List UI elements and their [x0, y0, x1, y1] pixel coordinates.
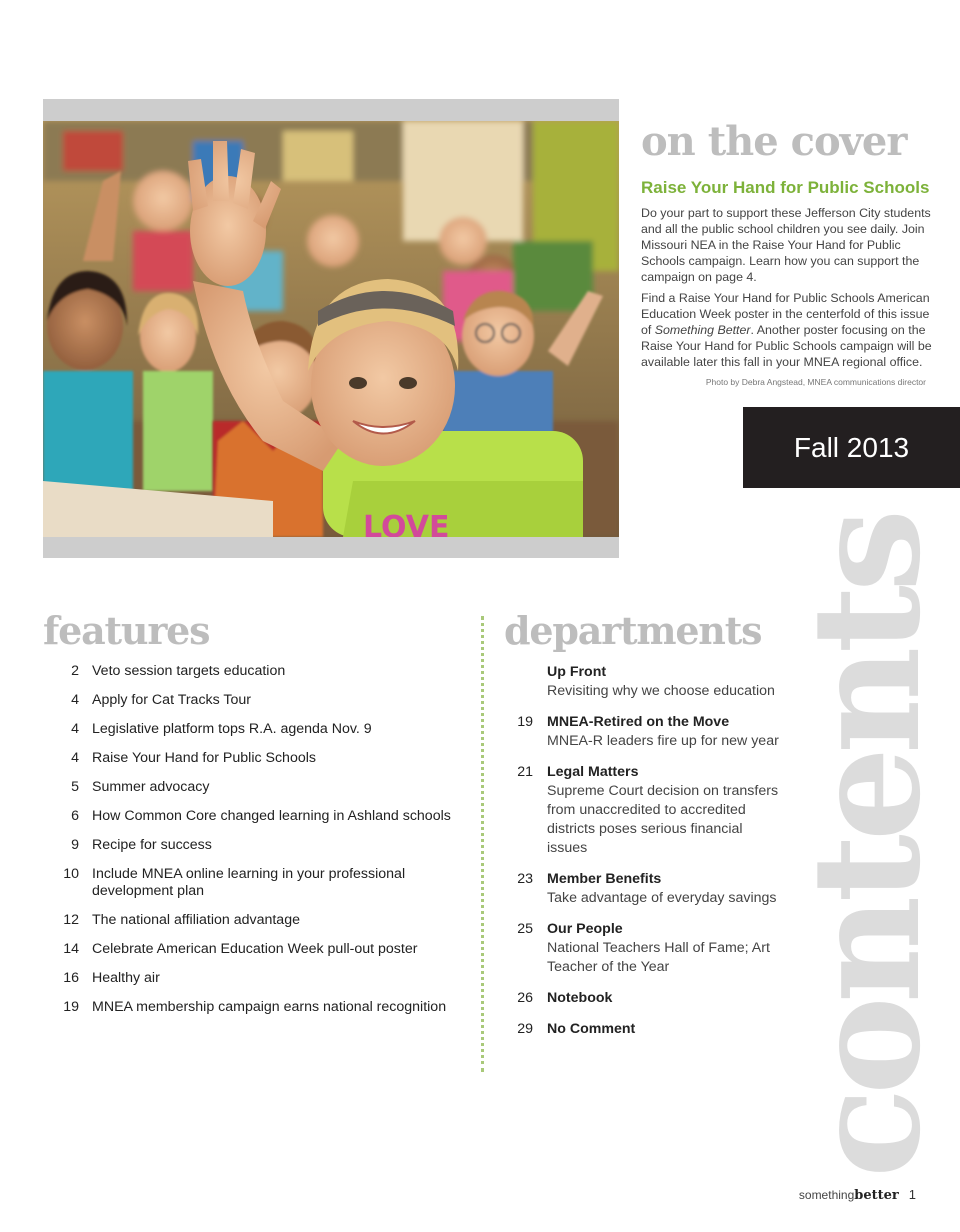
department-item [504, 989, 784, 1008]
features-heading: features [43, 608, 210, 653]
feature-title: Apply for Cat Tracks Tour [92, 692, 252, 708]
issue-date-box [743, 407, 960, 488]
department-description: Revisiting why we choose education [547, 683, 775, 699]
department-body [547, 663, 782, 701]
photo-credit: Photo by Debra Angstead, MNEA communications director [705, 377, 926, 387]
departments-list [504, 663, 784, 1051]
department-page-number: 23 [517, 871, 533, 887]
classroom-photo-illustration [43, 121, 619, 537]
feature-item [55, 779, 475, 796]
feature-page-number: 19 [63, 999, 79, 1015]
department-page-number: 25 [517, 921, 533, 937]
contents-vertical-title: contents [779, 515, 953, 1178]
department-page-number [504, 663, 533, 701]
department-title: Member Benefits [547, 871, 662, 887]
feature-page-number: 16 [63, 970, 79, 986]
feature-item [55, 750, 475, 767]
feature-page-number: 14 [63, 941, 79, 957]
feature-title: Healthy air [92, 970, 160, 986]
department-body [547, 713, 782, 751]
feature-item [55, 866, 475, 900]
department-page-number: 26 [517, 990, 533, 1006]
feature-title: Recipe for success [92, 837, 212, 853]
department-title: Up Front [547, 664, 607, 680]
feature-page-number: 4 [71, 750, 79, 766]
feature-page-number: 2 [71, 663, 79, 679]
department-item [504, 663, 784, 701]
department-body [547, 870, 782, 908]
department-description: National Teachers Hall of Fame; Art Teacher of the Year [547, 940, 770, 975]
issue-date: Fall 2013 [793, 431, 910, 463]
cover-paragraph-2-end: . Another poster focusing on the Raise Your Hand for Public Schools campaign will be available later this fall in your MNEA regional office. [641, 323, 932, 369]
feature-page-number: 5 [71, 779, 79, 795]
department-item [504, 763, 784, 858]
feature-title: Veto session targets education [92, 663, 286, 679]
cover-paragraph-1: Do your part to support these Jefferson City students and all the public school children you see daily. Join Missouri NEA in the Raise Your Hand for Public Schools campaign. Learn how you can support the campaign on page 4. [641, 206, 931, 284]
feature-page-number: 4 [71, 692, 79, 708]
cover-paragraph-2-start: Find a Raise Your Hand for Public Schools American Education Week poster in the centerfold of this issue of [641, 291, 930, 337]
page-number: 1 [908, 1187, 916, 1202]
footer-brand-better: better [854, 1188, 899, 1203]
departments-heading: departments [504, 608, 762, 653]
feature-title: Legislative platform tops R.A. agenda Nov. 9 [92, 721, 372, 737]
department-title: No Comment [547, 1021, 636, 1037]
department-title: Legal Matters [547, 764, 639, 780]
feature-item [55, 692, 475, 709]
feature-page-number: 10 [63, 866, 79, 882]
feature-item [55, 663, 475, 680]
cover-paragraph-2 [641, 290, 933, 370]
on-the-cover-heading: on the cover [641, 118, 907, 165]
feature-title: Include MNEA online learning in your professional development plan [92, 866, 406, 899]
department-title: MNEA-Retired on the Move [547, 714, 730, 730]
feature-title: MNEA membership campaign earns national recognition [92, 999, 447, 1015]
feature-item [55, 912, 475, 929]
feature-title: The national affiliation advantage [92, 912, 300, 928]
column-divider [481, 616, 484, 1072]
svg-text:LOVE: LOVE [363, 510, 450, 537]
department-item [504, 920, 784, 977]
department-page-number: 29 [517, 1021, 533, 1037]
department-item [504, 870, 784, 908]
department-page-number: 19 [517, 714, 533, 730]
department-description: Supreme Court decision on transfers from unaccredited to accredited districts poses serious financial issues [547, 783, 779, 856]
feature-item [55, 721, 475, 738]
page-footer [799, 1187, 916, 1203]
feature-title: Summer advocacy [92, 779, 210, 795]
feature-page-number: 12 [63, 912, 79, 928]
feature-item [55, 837, 475, 854]
feature-item [55, 999, 475, 1016]
feature-item [55, 808, 475, 825]
department-title: Our People [547, 921, 623, 937]
feature-item [55, 941, 475, 958]
department-description: Take advantage of everyday savings [547, 890, 777, 906]
department-page-number: 21 [517, 764, 533, 780]
department-body [547, 1020, 782, 1039]
feature-page-number: 6 [71, 808, 79, 824]
department-description: MNEA-R leaders fire up for new year [547, 733, 779, 749]
department-body [547, 763, 782, 858]
cover-photo [43, 121, 619, 537]
feature-title: How Common Core changed learning in Ashland schools [92, 808, 451, 824]
feature-title: Raise Your Hand for Public Schools [92, 750, 316, 766]
department-body [547, 989, 782, 1008]
department-item [504, 713, 784, 751]
department-item [504, 1020, 784, 1039]
magazine-title-italic: Something Better [654, 323, 751, 337]
feature-page-number: 4 [71, 721, 79, 737]
feature-title: Celebrate American Education Week pull-out poster [92, 941, 418, 957]
cover-story-title: Raise Your Hand for Public Schools [641, 178, 930, 197]
footer-brand-something: something [798, 1188, 855, 1202]
features-list [55, 663, 475, 1028]
department-title: Notebook [547, 990, 613, 1006]
feature-page-number: 9 [71, 837, 79, 853]
department-body [547, 920, 782, 977]
feature-item [55, 970, 475, 987]
